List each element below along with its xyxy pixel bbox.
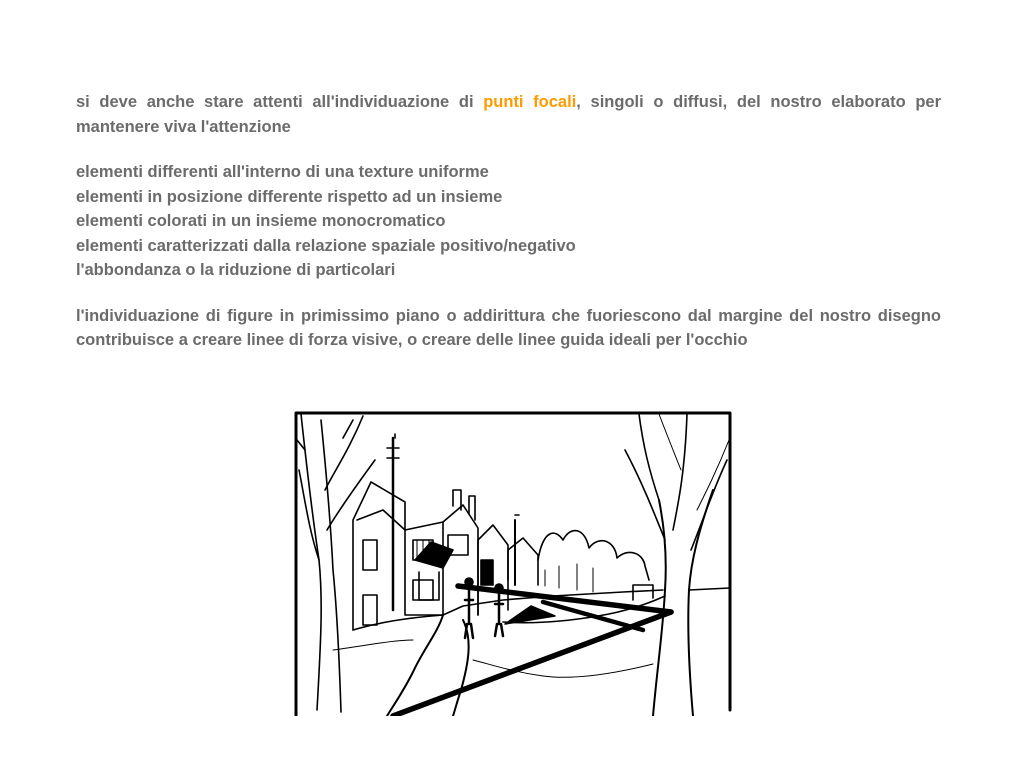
- focal-points-list: [76, 160, 941, 283]
- paragraph-1-before: si deve anche stare attenti all'individuazione di: [76, 93, 484, 111]
- paragraph-focal-points: [76, 90, 941, 139]
- paragraph-1-after: , singoli o diffusi, del nostro elaborato per mantenere viva l'attenzione: [76, 93, 941, 136]
- list-item: l'abbondanza o la riduzione di particolari: [76, 261, 396, 279]
- highlight-punti-focali: punti focali: [483, 93, 577, 111]
- list-item: elementi in posizione differente rispetto ad un insieme: [76, 187, 503, 206]
- paragraph-foreground-figures: l'individuazione di figure in primissimo piano o addirittura che fuoriescono dal margine del nostro disegno contribuisce a creare linee di forza visive, o creare delle linee guida ideali per l'occhio: [76, 306, 941, 349]
- list-item: elementi differenti all'interno di una texture uniforme: [76, 163, 489, 181]
- sketch-drawing: [293, 410, 733, 716]
- village-street-sketch: [293, 410, 733, 716]
- list-item: elementi caratterizzati dalla relazione spaziale positivo/negativo: [76, 236, 576, 255]
- text-block: [76, 90, 941, 353]
- list-item: elementi colorati in un insieme monocromatico: [76, 212, 446, 230]
